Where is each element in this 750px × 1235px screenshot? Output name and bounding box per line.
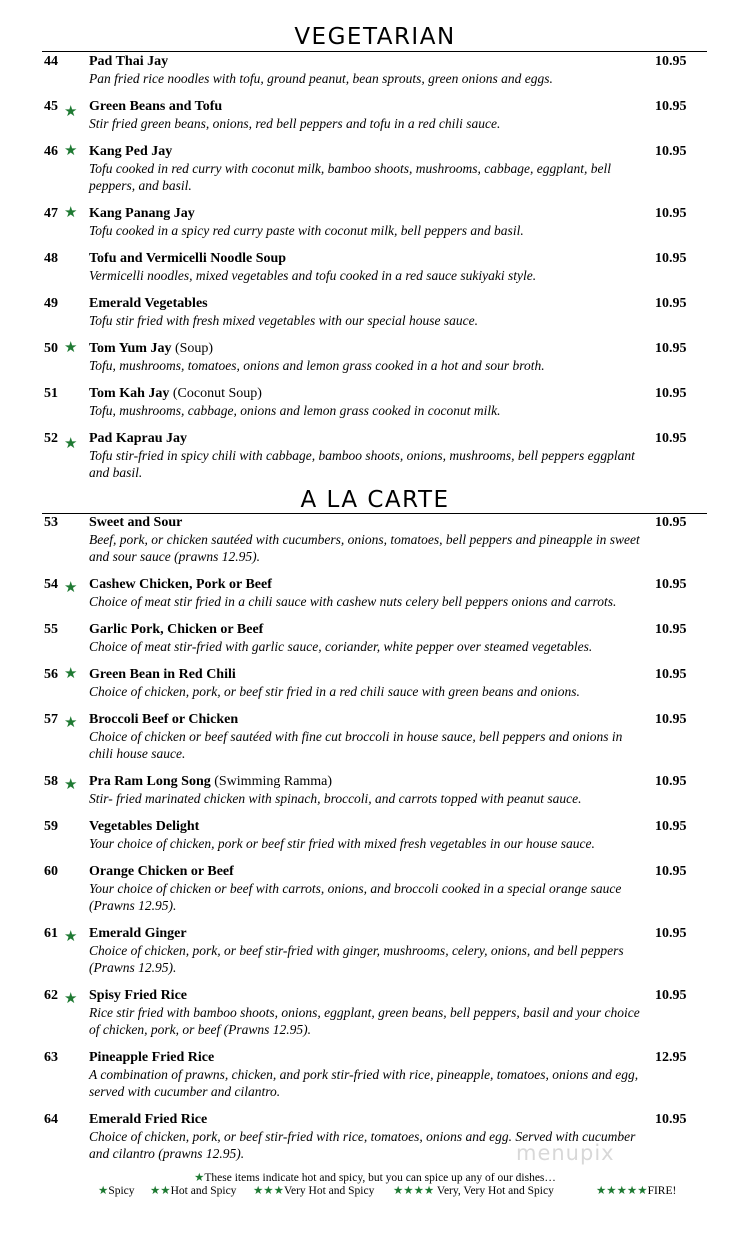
legend-stars-icon: ★	[98, 1185, 109, 1197]
item-description: A combination of prawns, chicken, and pork stir-fried with rice, pineapple, tomatoes, onions and egg, served with cucumber and cilantro.	[89, 1067, 639, 1099]
spicy-star-icon: ★	[64, 991, 78, 1007]
item-number: 63	[44, 1050, 58, 1065]
item-price: 10.95	[655, 99, 687, 114]
spicy-star-icon: ★	[64, 340, 78, 356]
item-number: 45	[44, 99, 58, 114]
item-price: 10.95	[655, 712, 687, 727]
item-name	[89, 666, 236, 683]
watermark: menupix	[516, 1141, 615, 1165]
vegetarian-rule	[42, 51, 707, 52]
item-name-text: Emerald Fried Rice	[89, 1112, 208, 1127]
item-description: Vermicelli noodles, mixed vegetables and tofu cooked in a red sauce sukiyaki style.	[89, 268, 537, 283]
item-description: Stir fried green beans, onions, red bell peppers and tofu in a red chili sauce.	[89, 116, 501, 131]
item-name	[89, 385, 262, 402]
item-description: Choice of chicken, pork, or beef stir-fried with ginger, mushrooms, celery, onions, and bell peppers (Prawns 12.95).	[89, 943, 624, 975]
item-number: 49	[44, 296, 58, 311]
item-number: 62	[44, 988, 58, 1003]
item-name-text: Tofu and Vermicelli Noodle Soup	[89, 251, 287, 266]
item-price: 10.95	[655, 144, 687, 159]
item-number: 59	[44, 819, 58, 834]
item-name	[89, 205, 195, 222]
item-name-text: Broccoli Beef or Chicken	[89, 712, 239, 727]
item-name-text: Kang Ped Jay	[89, 144, 173, 159]
spicy-star-icon: ★	[64, 143, 78, 159]
item-number: 53	[44, 515, 58, 530]
item-name	[89, 143, 172, 160]
item-price: 10.95	[655, 988, 687, 1003]
item-note: (Soup)	[171, 341, 214, 356]
item-description: Tofu, mushrooms, cabbage, onions and lemon grass cooked in coconut milk.	[89, 403, 501, 418]
item-name-text: Pad Thai Jay	[89, 54, 169, 69]
item-name	[89, 1111, 207, 1128]
item-name-text: Vegetables Delight	[89, 819, 200, 834]
legend-label: FIRE!	[647, 1185, 677, 1197]
item-name-text: Spisy Fried Rice	[89, 988, 187, 1003]
item-price: 10.95	[655, 296, 687, 311]
legend-label: Very Hot and Spicy	[283, 1185, 375, 1197]
item-note: (Coconut Soup)	[169, 386, 262, 401]
item-description: Choice of chicken or beef sautéed with fine cut broccoli in house sauce, bell peppers and onions in chili house sauce.	[89, 729, 623, 761]
item-description: Choice of meat stir-fried with garlic sauce, coriander, white pepper over steamed vegetables.	[89, 639, 593, 654]
legend-item	[393, 1184, 554, 1198]
item-price: 10.95	[655, 819, 687, 834]
item-number: 57	[44, 712, 58, 727]
spicy-star-icon: ★	[64, 104, 78, 120]
item-number: 46	[44, 144, 58, 159]
item-price: 10.95	[655, 515, 687, 530]
item-price: 10.95	[655, 667, 687, 682]
item-number: 56	[44, 667, 58, 682]
item-name-text: Pad Kaprau Jay	[89, 431, 188, 446]
item-description: Pan fried rice noodles with tofu, ground peanut, bean sprouts, green onions and eggs.	[89, 71, 553, 86]
item-price: 10.95	[655, 1112, 687, 1127]
item-description: Rice stir fried with bamboo shoots, onions, eggplant, green beans, bell peppers, basil and your choice of chicken, pork, or beef (Prawns 12.95).	[89, 1005, 640, 1037]
item-name	[89, 987, 187, 1004]
item-name	[89, 250, 286, 267]
star-icon: ★	[194, 1172, 205, 1184]
item-name-text: Pineapple Fried Rice	[89, 1050, 215, 1065]
item-name	[89, 773, 332, 790]
item-name-text: Cashew Chicken, Pork or Beef	[89, 577, 272, 592]
item-number: 50	[44, 341, 58, 356]
spicy-star-icon: ★	[64, 436, 78, 452]
item-description: Your choice of chicken, pork or beef stir fried with mixed fresh vegetables in our house sauce.	[89, 836, 595, 851]
spicy-star-icon: ★	[64, 205, 78, 221]
item-name-text: Kang Panang Jay	[89, 206, 195, 221]
item-description: Stir- fried marinated chicken with spinach, broccoli, and carrots topped with peanut sauce.	[89, 791, 582, 806]
item-name-text: Sweet and Sour	[89, 515, 183, 530]
item-name	[89, 295, 208, 312]
item-name-text: Green Bean in Red Chili	[89, 667, 236, 682]
vegetarian-title: VEGETARIAN	[294, 24, 456, 50]
item-number: 54	[44, 577, 58, 592]
item-description: Beef, pork, or chicken sautéed with cucumbers, onions, tomatoes, bell peppers and pineapple in sweet and sour sauce (prawns 12.95).	[89, 532, 640, 564]
item-name-text: Tom Yum Jay	[89, 341, 172, 356]
item-name-text: Orange Chicken or Beef	[89, 864, 234, 879]
item-name-text: Tom Kah Jay	[89, 386, 170, 401]
item-note: (Swimming Ramma)	[210, 774, 333, 789]
item-number: 44	[44, 54, 58, 69]
legend-label: Very, Very Hot and Spicy	[434, 1185, 554, 1197]
spicy-star-icon: ★	[64, 715, 78, 731]
item-number: 47	[44, 206, 58, 221]
item-price: 10.95	[655, 431, 687, 446]
legend-stars-icon: ★★★★	[393, 1185, 435, 1197]
item-price: 10.95	[655, 251, 687, 266]
item-name	[89, 98, 222, 115]
item-description: Tofu stir fried with fresh mixed vegetables with our special house sauce.	[89, 313, 478, 328]
item-name-text: Green Beans and Tofu	[89, 99, 223, 114]
legend-item	[253, 1184, 374, 1198]
item-description: Tofu cooked in a spicy red curry paste with coconut milk, bell peppers and basil.	[89, 223, 524, 238]
footer-note-text: These items indicate hot and spicy, but you can spice up any of our dishes…	[204, 1172, 556, 1184]
item-price: 10.95	[655, 341, 687, 356]
item-price: 10.95	[655, 577, 687, 592]
item-name	[89, 863, 234, 880]
item-description: Choice of chicken, pork, or beef stir-fried with rice, tomatoes, onions and egg. Served with cucumber and cilantro (prawns 12.95).	[89, 1129, 636, 1161]
footer-note	[0, 1171, 750, 1185]
item-number: 55	[44, 622, 58, 637]
item-number: 61	[44, 926, 58, 941]
item-number: 48	[44, 251, 58, 266]
item-price: 10.95	[655, 54, 687, 69]
item-price: 10.95	[655, 864, 687, 879]
legend-item	[596, 1184, 676, 1198]
item-price: 10.95	[655, 622, 687, 637]
item-name-text: Garlic Pork, Chicken or Beef	[89, 622, 264, 637]
item-name	[89, 925, 187, 942]
item-name	[89, 53, 168, 70]
item-name	[89, 514, 182, 531]
item-price: 12.95	[655, 1050, 687, 1065]
item-price: 10.95	[655, 206, 687, 221]
item-number: 60	[44, 864, 58, 879]
item-description: Choice of chicken, pork, or beef stir fried in a red chili sauce with green beans and onions.	[89, 684, 580, 699]
spicy-star-icon: ★	[64, 580, 78, 596]
legend-stars-icon: ★★★	[253, 1185, 284, 1197]
spicy-star-icon: ★	[64, 929, 78, 945]
item-name	[89, 711, 238, 728]
legend-item	[98, 1184, 135, 1198]
item-name	[89, 1049, 214, 1066]
item-description: Your choice of chicken or beef with carrots, onions, and broccoli cooked in a special orange sauce (Prawns 12.95).	[89, 881, 622, 913]
item-description: Tofu, mushrooms, tomatoes, onions and lemon grass cooked in a hot and sour broth.	[89, 358, 545, 373]
item-number: 58	[44, 774, 58, 789]
item-description: Tofu stir-fried in spicy chili with cabbage, bamboo shoots, onions, mushrooms, bell peppers eggplant and basil.	[89, 448, 635, 480]
item-price: 10.95	[655, 774, 687, 789]
item-name-text: Emerald Ginger	[89, 926, 187, 941]
item-number: 64	[44, 1112, 58, 1127]
item-number: 51	[44, 386, 58, 401]
item-price: 10.95	[655, 926, 687, 941]
item-name	[89, 621, 263, 638]
item-name-text: Pra Ram Long Song	[89, 774, 211, 789]
item-name	[89, 576, 272, 593]
legend-stars-icon: ★★	[150, 1185, 171, 1197]
item-name	[89, 340, 213, 357]
legend-label: Spicy	[108, 1185, 135, 1197]
item-name	[89, 818, 199, 835]
item-price: 10.95	[655, 386, 687, 401]
item-name	[89, 430, 187, 447]
spicy-star-icon: ★	[64, 777, 78, 793]
legend-stars-icon: ★★★★★	[596, 1185, 648, 1197]
spicy-star-icon: ★	[64, 666, 78, 682]
alacarte-title: A LA CARTE	[300, 487, 450, 513]
item-number: 52	[44, 431, 58, 446]
item-name-text: Emerald Vegetables	[89, 296, 208, 311]
item-description: Choice of meat stir fried in a chili sauce with cashew nuts celery bell peppers onions and carrots.	[89, 594, 617, 609]
legend-item	[150, 1184, 236, 1198]
item-description: Tofu cooked in red curry with coconut milk, bamboo shoots, mushrooms, cabbage, eggplant, bell peppers, and basil.	[89, 161, 611, 193]
legend-label: Hot and Spicy	[170, 1185, 237, 1197]
